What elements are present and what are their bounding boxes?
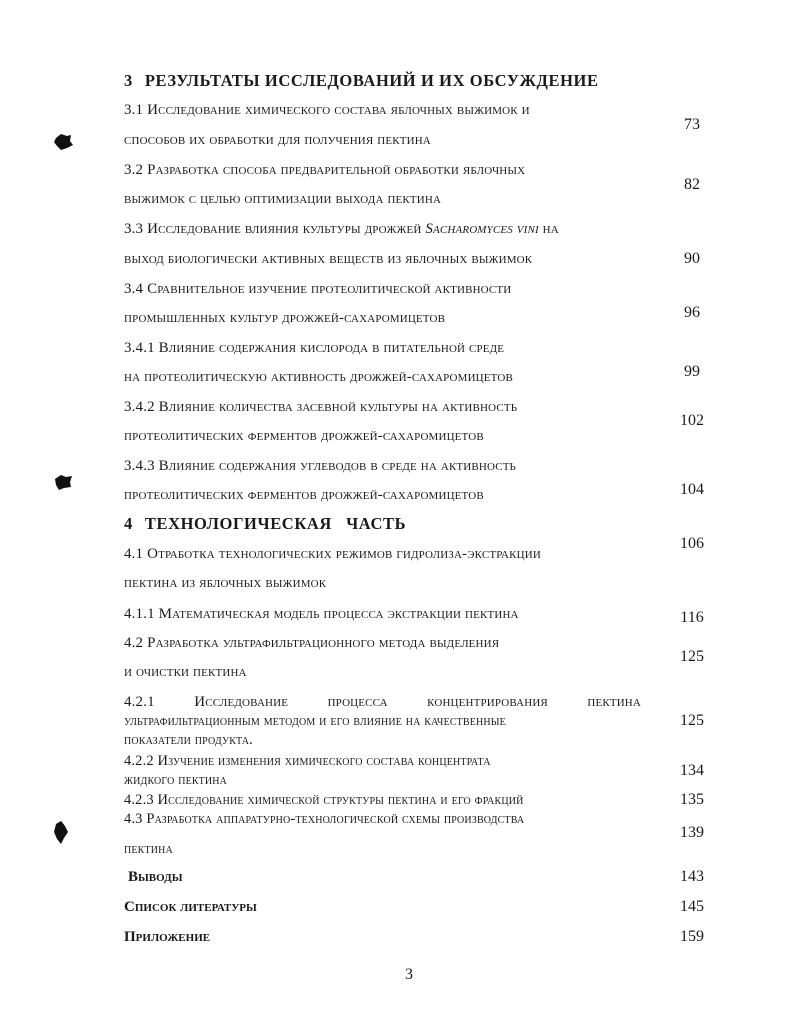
toc-entry-3-3-line1: 3.3 Исследование влияния культуры дрожжей Sacharomyces vini на — [124, 221, 559, 237]
toc-entry-3-2-page: 82 — [684, 176, 700, 193]
toc-entry-references: Список литературы — [124, 899, 257, 915]
toc-entry-appendix-page: 159 — [680, 928, 704, 945]
toc-entry-3-3-line2: выход биологически активных веществ из яблочных выжимок — [124, 251, 533, 267]
toc-entry-3-2-line1: 3.2 Разработка способа предварительной обработки яблочных — [124, 162, 526, 178]
toc-entry-4-2-3-page: 135 — [680, 791, 704, 808]
toc-entry-3-4-1-line1: 3.4.1 Влияние содержания кислорода в питательной среде — [124, 340, 505, 356]
toc-entry-4-2-line2: и очистки пектина — [124, 664, 247, 680]
toc-entry-3-4-2-line1: 3.4.2 Влияние количества засевной культуры на активность — [124, 399, 518, 415]
toc-entry-3-4-2-page: 102 — [680, 412, 704, 429]
toc-entry-4-1-1-page: 116 — [680, 609, 704, 626]
toc-entry-3-4-1-line2: на протеолитическую активность дрожжей-сахаромицетов — [124, 369, 513, 385]
toc-entry-4-2-2-line1: 4.2.2 Изучение изменения химического состава концентрата — [124, 753, 491, 769]
toc-entry-4-1-1-line1: 4.1.1 Математическая модель процесса экстракции пектина — [124, 606, 519, 622]
toc-entry-3-4-2-line2: протеолитических ферментов дрожжей-сахаромицетов — [124, 428, 484, 444]
toc-entry-4-2-line1: 4.2 Разработка ультрафильтрационного метода выделения — [124, 635, 500, 651]
toc-entry-4-3-line2: пектина — [124, 841, 173, 857]
toc-entry-conclusions-page: 143 — [680, 868, 704, 885]
toc-entry-3-1-line1: 3.1 Исследование химического состава яблочных выжимок и — [124, 102, 530, 118]
toc-entry-4-1-line2: пектина из яблочных выжимок — [124, 575, 327, 591]
ink-blot-mark — [52, 132, 74, 152]
toc-entry-conclusions: Выводы — [128, 869, 183, 885]
toc-entry-3-1-line2: способов их обработки для получения пектина — [124, 132, 431, 148]
toc-entry-4-2-1-line3: показатели продукта. — [124, 732, 253, 748]
section-4-heading: 4 ТЕХНОЛОГИЧЕСКАЯ ЧАСТЬ — [124, 514, 407, 533]
toc-entry-appendix: Приложение — [124, 929, 211, 945]
toc-entry-4-2-1-page: 125 — [680, 712, 704, 729]
toc-entry-4-1-page: 106 — [680, 535, 704, 552]
toc-entry-3-4-line2: промышленных культур дрожжей-сахаромицетов — [124, 310, 446, 326]
toc-entry-3-4-page: 96 — [684, 304, 700, 321]
toc-entry-3-2-line2: выжимок с целью оптимизации выхода пектина — [124, 191, 442, 207]
toc-entry-3-4-3-line1: 3.4.3 Влияние содержания углеводов в среде на активность — [124, 458, 517, 474]
toc-entry-4-2-2-line2: жидкого пектина — [124, 772, 228, 788]
toc-entry-3-4-3-line2: протеолитических ферментов дрожжей-сахаромицетов — [124, 487, 484, 503]
toc-entry-references-page: 145 — [680, 898, 704, 915]
toc-entry-4-2-page: 125 — [680, 648, 704, 665]
page-number: 3 — [405, 966, 413, 983]
toc-entry-4-2-1-line2: ультрафильтрационным методом и его влияние на качественные — [124, 713, 506, 729]
organism-name: Sacharomyces vini — [425, 221, 539, 237]
toc-entry-4-2-3-line1: 4.2.3 Исследование химической структуры пектина и его фракций — [124, 792, 524, 808]
toc-entry-3-1-page: 73 — [684, 116, 700, 133]
ink-blot-mark — [50, 820, 72, 846]
toc-entry-3-4-1-page: 99 — [684, 363, 700, 380]
section-3-heading: 3 РЕЗУЛЬТАТЫ ИССЛЕДОВАНИЙ И ИХ ОБСУЖДЕНИЕ — [124, 71, 599, 90]
toc-entry-4-3-page: 139 — [680, 824, 704, 841]
toc-entry-4-2-1-line1: 4.2.1 Исследование процесса концентрирования пектина — [124, 694, 641, 710]
toc-entry-4-1-line1: 4.1 Отработка технологических режимов гидролиза-экстракции — [124, 546, 541, 562]
toc-entry-3-3-page: 90 — [684, 250, 700, 267]
toc-entry-3-4-3-page: 104 — [680, 481, 704, 498]
toc-entry-3-4-line1: 3.4 Сравнительное изучение протеолитической активности — [124, 281, 512, 297]
ink-blot-mark — [52, 472, 74, 492]
toc-entry-4-2-2-page: 134 — [680, 762, 704, 779]
toc-entry-4-3-line1: 4.3 Разработка аппаратурно-технологической схемы производства — [124, 811, 525, 827]
